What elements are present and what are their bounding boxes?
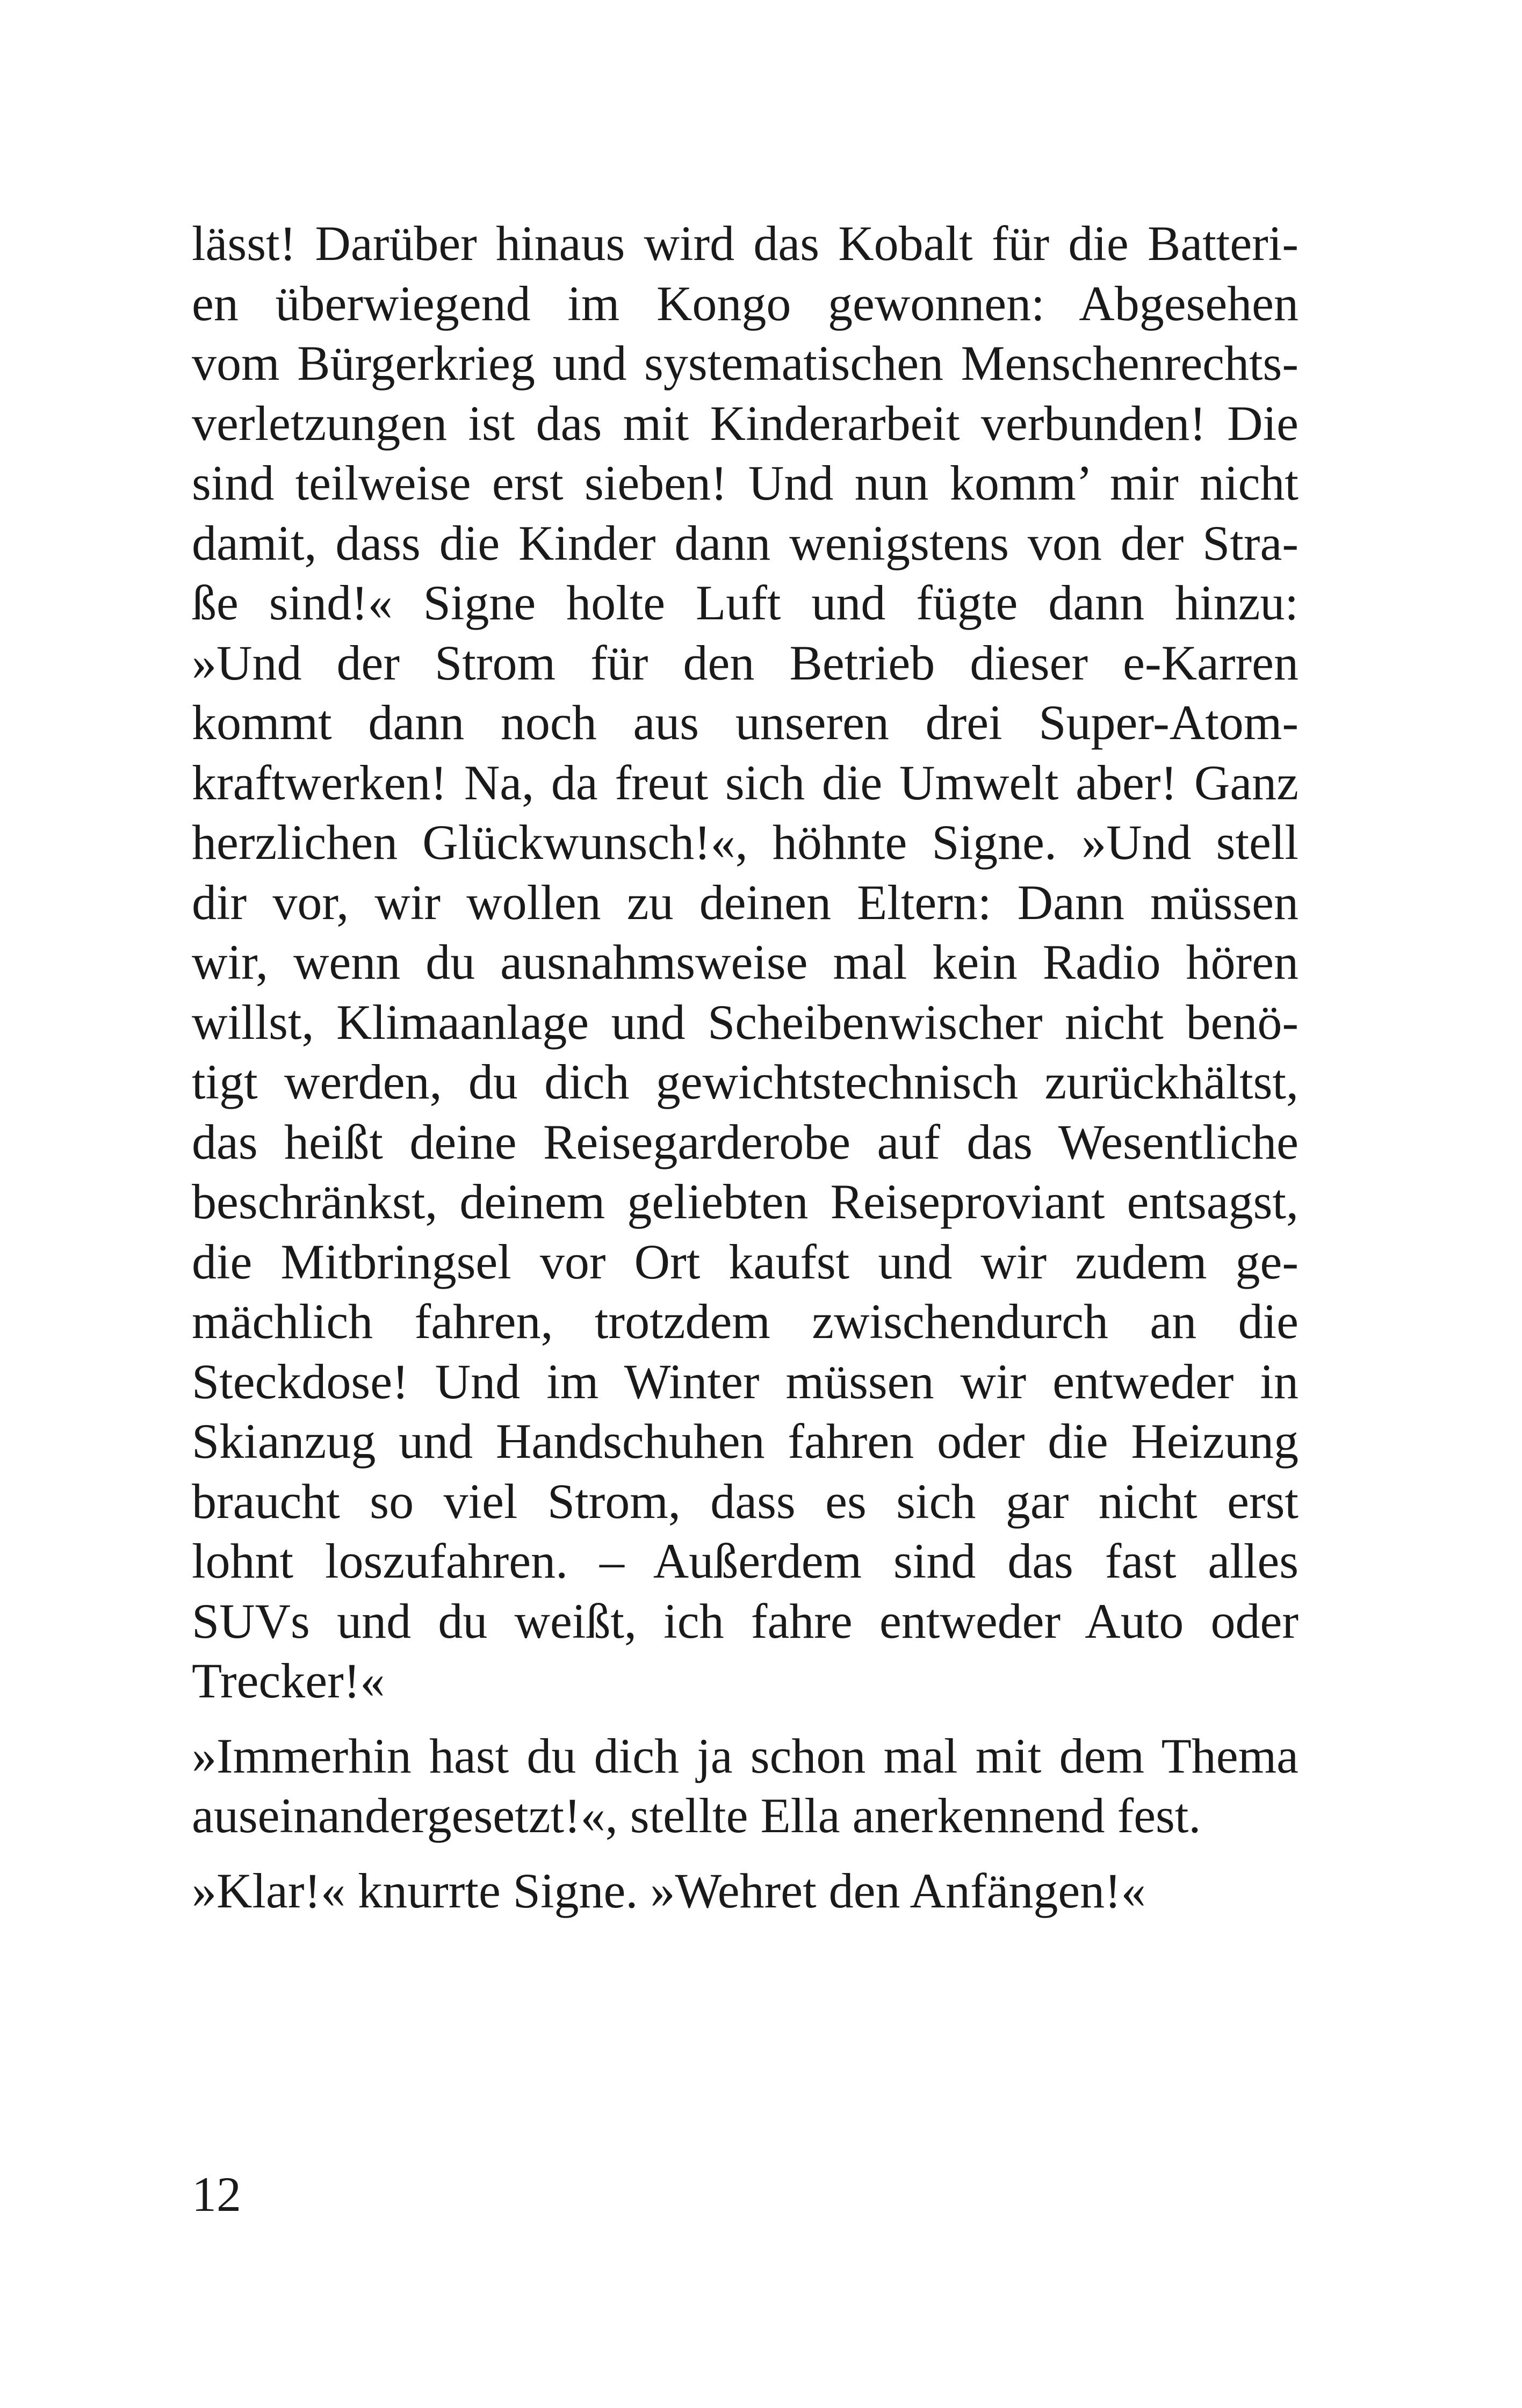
text-line: ße sind!« Signe holte Luft und fügte dann hinzu: bbox=[192, 575, 1299, 630]
text-line: »Klar!« knurrte Signe. »Wehret den Anfängen!« bbox=[192, 1863, 1146, 1918]
text-line: »Und der Strom für den Betrieb dieser e-Karren bbox=[192, 635, 1299, 690]
text-line: en überwiegend im Kongo gewonnen: Abgesehen bbox=[192, 276, 1299, 331]
text-line: auseinandergesetzt!«, stellte Ella anerkennend fest. bbox=[192, 1788, 1201, 1843]
text-line: Trecker!« bbox=[192, 1653, 385, 1708]
text-line: sind teilweise erst sieben! Und nun komm’ mir nicht bbox=[192, 455, 1299, 510]
text-line: dir vor, wir wollen zu deinen Eltern: Dann müssen bbox=[192, 874, 1299, 930]
paragraph-2 bbox=[192, 1726, 1299, 1846]
text-line: lohnt loszufahren. – Außerdem sind das fast alles bbox=[192, 1534, 1299, 1588]
text-line: Steckdose! Und im Winter müssen wir entweder in bbox=[192, 1354, 1299, 1409]
paragraph-1 bbox=[192, 214, 1299, 1711]
text-line: die Mitbringsel vor Ort kaufst und wir zudem ge- bbox=[192, 1234, 1299, 1289]
text-line: lässt! Darüber hinaus wird das Kobalt für die Batteri- bbox=[192, 216, 1299, 271]
text-line: vom Bürgerkrieg und systematischen Menschenrechts- bbox=[192, 336, 1299, 391]
text-line: kraftwerken! Na, da freut sich die Umwelt aber! Ganz bbox=[192, 755, 1299, 810]
text-line: verletzungen ist das mit Kinderarbeit verbunden! Die bbox=[192, 395, 1299, 451]
text-line: kommt dann noch aus unseren drei Super-Atom- bbox=[192, 695, 1299, 750]
text-line: wir, wenn du ausnahmsweise mal kein Radio hören bbox=[192, 935, 1299, 989]
paragraph-spacing bbox=[192, 1711, 1299, 1726]
text-line: Skianzug und Handschuhen fahren oder die Heizung bbox=[192, 1414, 1299, 1469]
text-line: SUVs und du weißt, ich fahre entweder Auto oder bbox=[192, 1593, 1299, 1648]
paragraph-spacing bbox=[192, 1846, 1299, 1861]
text-line: willst, Klimaanlage und Scheibenwischer nicht benö- bbox=[192, 994, 1299, 1050]
text-line: braucht so viel Strom, dass es sich gar nicht erst bbox=[192, 1473, 1299, 1529]
body-text bbox=[192, 214, 1299, 1921]
paragraph-3 bbox=[192, 1861, 1299, 1921]
page-number: 12 bbox=[192, 2167, 241, 2222]
text-line: tigt werden, du dich gewichtstechnisch zurückhältst, bbox=[192, 1054, 1299, 1109]
text-line: beschränkst, deinem geliebten Reiseproviant entsagst, bbox=[192, 1174, 1299, 1229]
text-line: damit, dass die Kinder dann wenigstens von der Stra- bbox=[192, 515, 1299, 570]
text-line: herzlichen Glückwunsch!«, höhnte Signe. »Und stell bbox=[192, 815, 1299, 870]
text-line: »Immerhin hast du dich ja schon mal mit dem Thema bbox=[192, 1728, 1299, 1783]
text-line: das heißt deine Reisegarderobe auf das Wesentliche bbox=[192, 1114, 1299, 1169]
text-line: mächlich fahren, trotzdem zwischendurch an die bbox=[192, 1294, 1299, 1349]
